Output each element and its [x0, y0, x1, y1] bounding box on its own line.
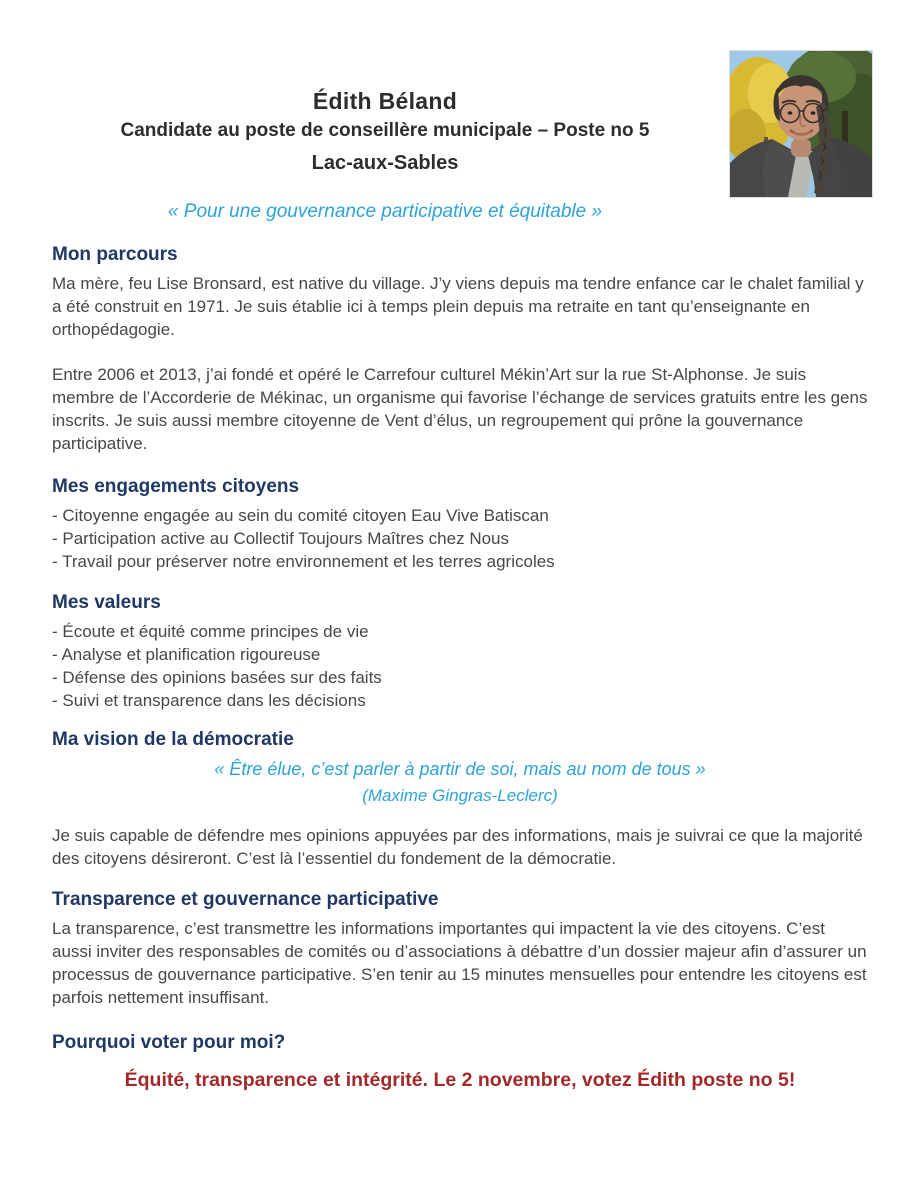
candidate-portrait-illustration [730, 51, 872, 197]
section-title-pourquoi: Pourquoi voter pour moi? [52, 1032, 286, 1053]
list-item: - Analyse et planification rigoureuse [52, 645, 321, 664]
list-item: - Écoute et équité comme principes de vie [52, 622, 369, 641]
vision-quote: « Être élue, c’est parler à partir de soi, mais au nom de tous » [214, 759, 706, 779]
parcours-paragraph-2: Entre 2006 et 2013, j’ai fondé et opéré le Carrefour culturel Mékin’Art sur la rue St-Alphonse. Je suis membre de l’Accorderie de Mékinac, un organisme qui favorise l’échange de services gratuits entre les gens inscrits. Je suis aussi membre citoyenne de Vent d’élus, un regroupement qui prône la gouvernance participative. [52, 365, 868, 453]
header [0, 0, 770, 225]
vote-call-to-action: Équité, transparence et intégrité. Le 2 novembre, votez Édith poste no 5! [124, 1069, 796, 1091]
vision-paragraph: Je suis capable de défendre mes opinions appuyées par des informations, mais je suivrai ce que la majorité des citoyens désireront. C’est là l’essentiel du fondement de la démocratie. [52, 826, 863, 868]
section-title-engagements: Mes engagements citoyens [52, 476, 300, 497]
section-title-vision: Ma vision de la démocratie [52, 729, 294, 750]
candidate-name: Édith Béland [312, 88, 458, 114]
municipality: Lac-aux-Sables [311, 152, 459, 174]
list-item: - Travail pour préserver notre environnement et les terres agricoles [52, 552, 555, 571]
transparence-paragraph: La transparence, c’est transmettre les informations importantes qui impactent la vie des citoyens. C’est aussi inviter des responsables de comités ou d’associations à débattre d’un dossier majeur afin d’assurer un processus de gouvernance participative. S’en tenir au 15 minutes mensuelles pour entendre les citoyens est parfois nettement insuffisant. [52, 919, 867, 1007]
vision-quote-author: (Maxime Gingras-Leclerc) [362, 786, 558, 805]
section-title-transparence: Transparence et gouvernance participative [52, 889, 439, 910]
parcours-paragraph-1: Ma mère, feu Lise Bronsard, est native du village. J’y viens depuis ma tendre enfance car le chalet familial y a été construit en 1971. Je suis établie ici à temps plein depuis ma retraite en tant qu’enseignante en orthopédagogie. [52, 274, 864, 339]
list-item: - Suivi et transparence dans les décisions [52, 691, 366, 710]
list-item: - Défense des opinions basées sur des faits [52, 668, 382, 687]
list-item: - Participation active au Collectif Toujours Maîtres chez Nous [52, 529, 509, 548]
section-title-valeurs: Mes valeurs [52, 592, 161, 613]
candidate-role: Candidate au poste de conseillère municipale – Poste no 5 [120, 120, 650, 141]
section-title-parcours: Mon parcours [52, 244, 178, 265]
flyer-body [0, 243, 920, 1093]
list-item: - Citoyenne engagée au sein du comité citoyen Eau Vive Batiscan [52, 506, 549, 525]
candidate-portrait-photo [729, 50, 873, 198]
engagements-list [52, 504, 868, 573]
campaign-slogan: « Pour une gouvernance participative et équitable » [167, 201, 603, 222]
valeurs-list [52, 620, 868, 712]
